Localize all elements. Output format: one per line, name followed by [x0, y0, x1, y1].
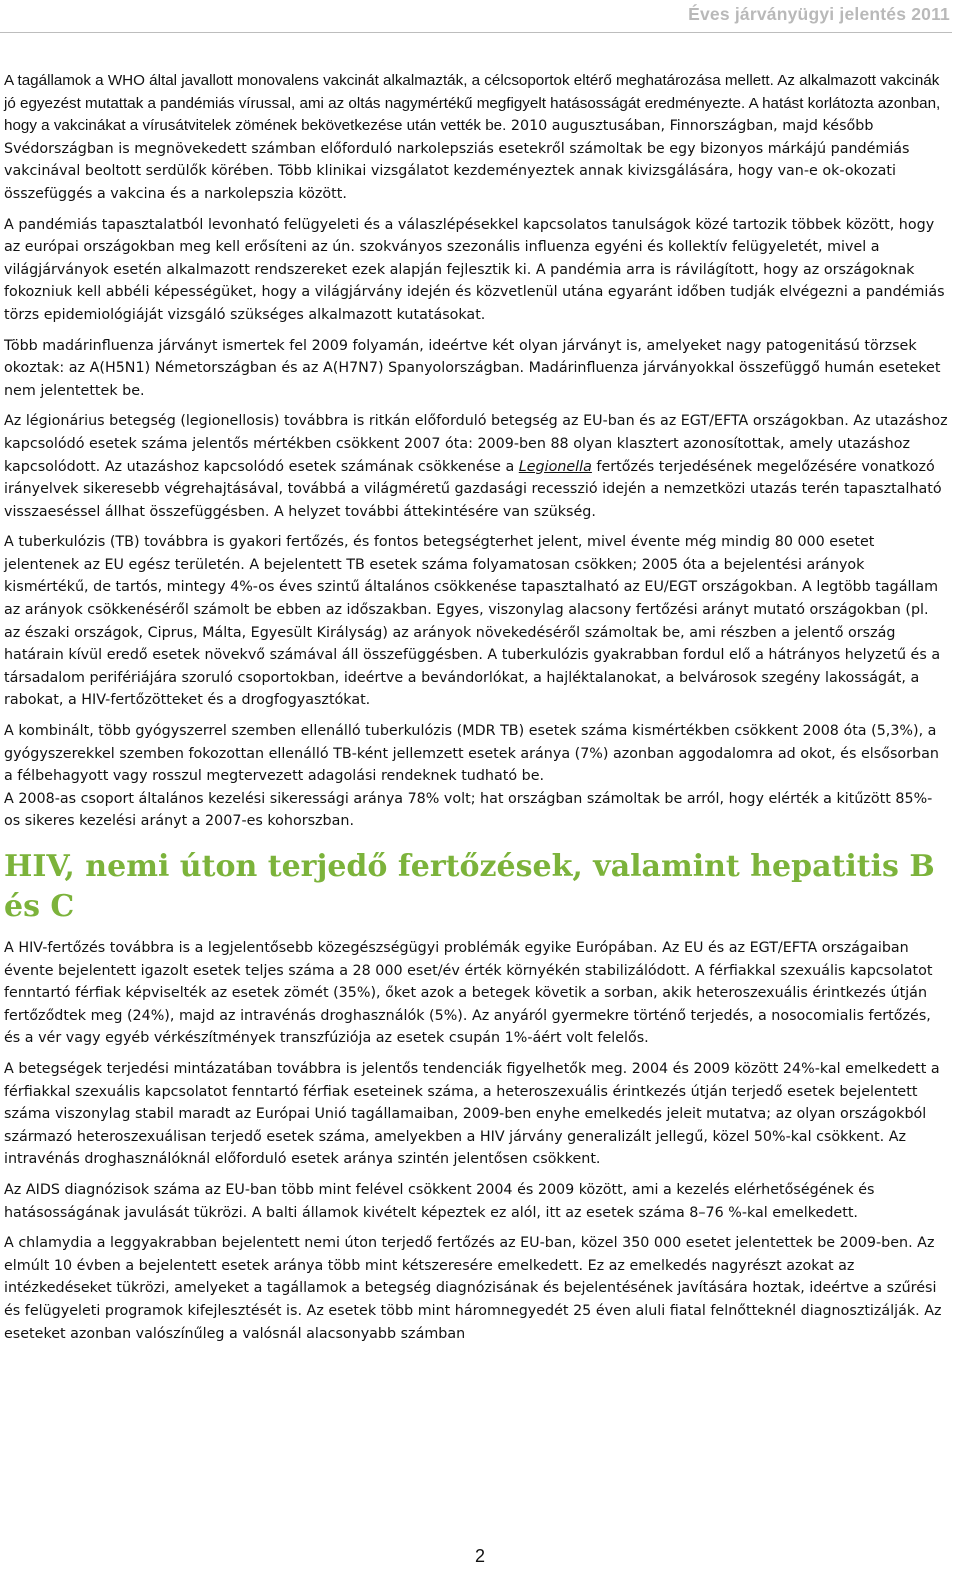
paragraph-aids: Az AIDS diagnózisok száma az EU-ban több mint felével csökkent 2004 és 2009 között, ami a kezelés elérhetőségének és hatásosságának javulását tükrözi. A balti államok kivételt képeztek ez alól, itt az esetek száma 8–76 %-kal emelkedett. — [4, 1181, 875, 1221]
paragraph-tuberculosis: A tuberkulózis (TB) továbbra is gyakori fertőzés, és fontos betegségterhet jelent, mivel évente még mindig 80 000 esetet jelentenek az EU egész területén. A bejelentett TB esetek száma folyamatosan csökken; 2005 óta a bejelentési arányok kismértékű, de tartós, mintegy 4%-os éves szintű általános csökkenése tapasztalható az EU/EGT országokban. A legtöbb tagállam az arányok csökkenéséről számolt be ebben az időszakban. Egyes, viszonylag alacsony fertőzési arányt mutató országokban (pl. az északi országok, Ciprus, Málta, Egyesült Királyság) az arányok növekedéséről számoltak be, ami részben a jelentő ország határain kívül eredő esetek növekvő számával áll összefüggésben. A tuberkulózis gyakrabban fordul elő a hátrányos helyzetű és a társadalom perifériájára szoruló csoportokban, ideértve a bevándorlókat, a hajléktalanokat, a belvárosok szegény lakosságát, a rabokat, a HIV-fertőzötteket és a drogfogyasztókat. — [4, 534, 941, 709]
paragraph-legionellosis — [4, 410, 948, 523]
paragraph-vaccine — [4, 70, 948, 206]
body-text — [4, 70, 948, 1353]
section-heading-hiv: HIV, nemi úton terjedő fertőzések, valamint hepatitis B és C — [4, 849, 935, 924]
paragraph-trends: A betegségek terjedési mintázatában továbbra is jelentős tendenciák figyelhetők meg. 2004 és 2009 között 24%-kal emelkedett a férfiakkal szexuális kapcsolatot fenntartó férfiak eseteinek száma, a heteroszexuális érintkezés útján terjedő esetek bejelentett száma viszonylag stabil maradt az Európai Unió tagállamaiban, 2009-ben enyhe emelkedés jeleit mutatva; az olyan országokból származó heteroszexuálisan terjedő esetek száma, amelyekben a HIV járvány generalizált jellegű, közel 50%-kal csökkent. Az intravénás droghasználóknál előforduló esetek aránya szintén jelentősen csökkent. — [4, 1060, 940, 1168]
paragraph-chlamydia: A chlamydia a leggyakrabban bejelentett nemi úton terjedő fertőzés az EU-ban, közel 350 000 esetet jelentettek be 2009-ben. Az elmúlt 10 évben a bejelentett esetek aránya több mint kétszeresére emelkedett. Ez az emelkedés nagyrészt azokat az intézkedéseket tükrözi, amelyeket a tagállamok a betegség diagnózisának és bejelentésének javítására hoztak, ideértve a szűrési és felügyeleti programok kifejlesztését is. Az esetek több mint háromnegyedét 25 éven aluli fiatal felnőtteknél diagnosztizálják. Az eseteket azonban valószínűleg a valósnál alacsonyabb számban — [4, 1235, 942, 1342]
paragraph-vaccine-narcolepsy: 2010 augusztusában, Finnországban, majd később Svédországban is megnövekedett számban előforduló narkolepsziás esetekről számoltak be egy bizonyos márkájú pandémiás vakcinával beoltott serdülők körében. Több klinikai vizsgálatot kezdeményeztek annak kivizsgálására, hogy van-e ok-okozati összefüggés a vakcina és a narkolepszia között. — [4, 118, 910, 202]
paragraph-avian-influenza: Több madárinfluenza járványt ismertek fel 2009 folyamán, ideértve két olyan járványt is, amelyeket nagy patogenitású törzsek okoztak: az A(H5N1) Németországban és az A(H7N7) Spanyolországban. Madárinfluenza járványokkal összefüggő humán eseteket nem jelentettek be. — [4, 337, 941, 399]
legionella-italic: Legionella — [518, 458, 592, 475]
running-header: Éves járványügyi jelentés 2011 — [688, 4, 950, 24]
paragraph-mdr-tb: A kombinált, több gyógyszerrel szemben ellenálló tuberkulózis (MDR TB) esetek száma kismértékben csökkent 2008 óta (5,3%), a gyógyszerekkel szemben fokozottan ellenálló TB-ként jellemzett esetek aránya (7%) azonban aggodalomra ad okot, és elsősorban a félbehagyott vagy rosszul megtervezett adagolási rendeknek tudható be. — [4, 723, 939, 785]
legionellosis-text-2: fertőzés terjedésének megelőzésére vonatkozó irányelvek sikeresebb végrehajtásával, továbbá a világméretű gazdasági recesszió idején a nemzetközi utazás terén tapasztalható visszaeséssel állhat összefüggésben. A helyzet további áttekintésére van szükség. — [4, 458, 942, 520]
legionellosis-text-1: Az légionárius betegség (legionellosis) továbbra is ritkán előforduló betegség az EU-ban és az EGT/EFTA országokban. Az utazáshoz kapcsolódó esetek száma jelentős mértékben csökkent 2007 óta: 2009-ben 88 olyan klasztert azonosítottak, amely utazáshoz kapcsolódott. Az utazáshoz kapcsolódó esetek számának csökkenése a — [4, 413, 948, 475]
header-divider — [0, 32, 952, 33]
paragraph-hiv: A HIV-fertőzés továbbra is a legjelentősebb közegészségügyi problémák egyike Európában. Az EU és az EGT/EFTA országaiban évente bejelentett igazolt esetek teljes száma a 28 000 eset/év érték környékén stabilizálódott. A férfiakkal szexuális kapcsolatot fenntartó férfiak képviselték az esetek zömét (35%), őket azok a betegek követik a sorban, akik heteroszexuális érintkezés útján fertőződtek meg (24%), majd az intravénás droghasználók (5%). Az anyáról gyermekre történő terjedés, a nosocomialis fertőzés, és a vér vagy egyéb vérkészítmények transzfúziója az esetek csupán 1%-áért volt felelős. — [4, 940, 933, 1047]
paragraph-pandemic-lessons: A pandémiás tapasztalatból levonható felügyeleti és a válaszlépésekkel kapcsolatos tanulságok közé tartozik többek között, hogy az európai országokban meg kell erősíteni az ún. szokványos szezonális influenza egyéni és kollektív felügyeletét, mivel a világjárványok esetén alkalmazott rendszereket ezek alapján fejlesztik ki. A pandémia arra is rávilágított, hogy az országoknak fokozniuk kell abbéli képességüket, hogy a világjárvány idején és közvetlenül utána egyaránt időben tudják elvégezni a pandémiás törzs epidemiológiáját vizsgáló szükséges alkalmazott kutatásokat. — [4, 216, 945, 323]
page-number: 2 — [474, 1546, 485, 1566]
paragraph-vaccine-lead: A tagállamok a WHO által javallott monovalens vakcinát alkalmazták, a célcsoportok eltérő meghatározása mellett. Az alkalmazott vakcinák jó egyezést mutattak a pandémiás vírussal, ami az oltás nagymértékű megfigyelt hatásosságát eredményezte. A hatást korlátozta azonban, hogy a vakcinákat a vírusátvitelek zömének bekövetkezése után vették be. — [4, 72, 941, 135]
paragraph-treatment-success: A 2008-as csoport általános kezelési sikeressági aránya 78% volt; hat országban számoltak be arról, hogy elérték a kitűzött 85%-os sikeres kezelési arányt a 2007-es kohorszban. — [4, 790, 933, 830]
